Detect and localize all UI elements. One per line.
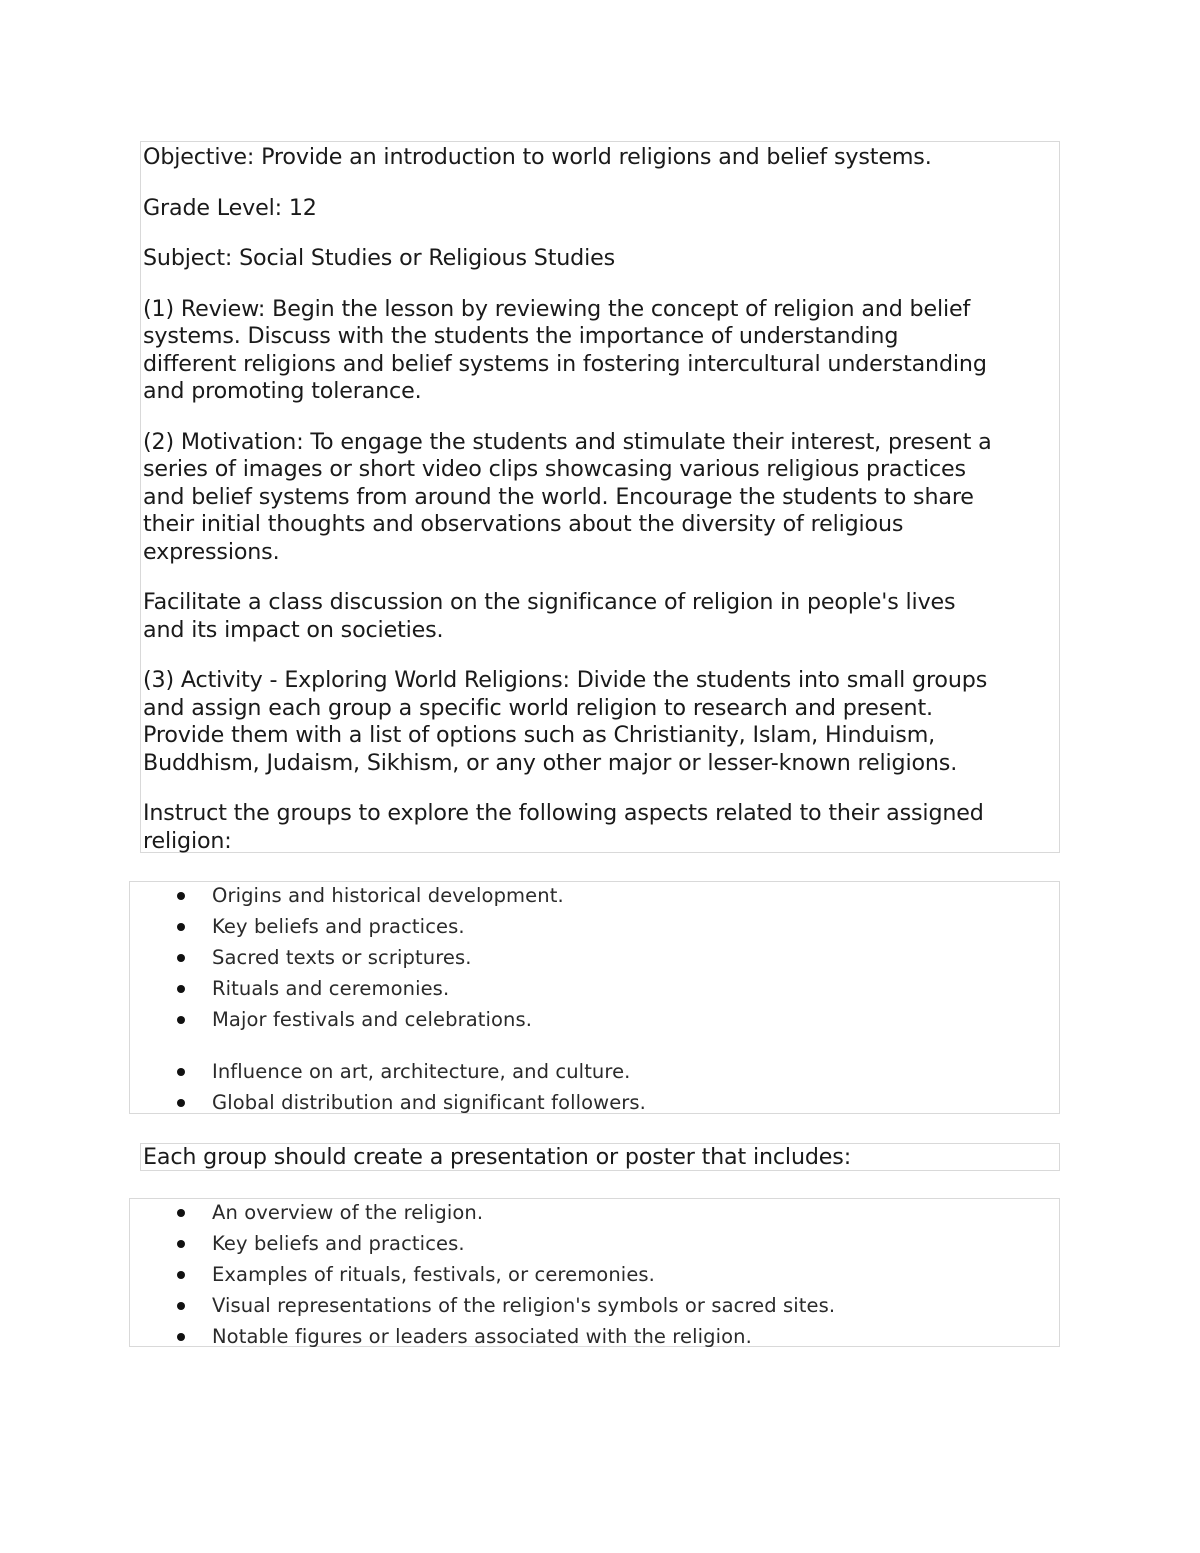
list-item-text: Major festivals and celebrations. [212, 1008, 533, 1031]
motivation-paragraph: (2) Motivation: To engage the students and stimulate their interest, present a series of images or short video clips showcasing various religious practices and belief systems from around the world. Encourage the students to share their initial thoughts and observations about the diversity of religious expressions. [143, 428, 992, 565]
list-item [130, 1004, 1059, 1035]
list-item-text: Visual representations of the religion's symbols or sacred sites. [212, 1294, 836, 1317]
grade-level-paragraph: Grade Level: 12 [143, 194, 317, 221]
list-item [130, 1087, 1059, 1118]
list-item-text: Examples of rituals, festivals, or ceremonies. [212, 1263, 655, 1286]
list-item [130, 1321, 1059, 1352]
review-paragraph: (1) Review: Begin the lesson by reviewing the concept of religion and belief systems. Discuss with the students the importance of understanding different religions and belief systems in fostering intercultural understanding and promoting tolerance. [143, 295, 987, 404]
bullet-icon [177, 1016, 185, 1024]
list-item [130, 1228, 1059, 1259]
list-item [130, 880, 1059, 911]
aspects-list-box [129, 881, 1060, 1114]
bullet-icon [177, 1333, 185, 1341]
bullet-icon [177, 1209, 185, 1217]
bullet-icon [177, 1240, 185, 1248]
list-item-text: Global distribution and significant followers. [212, 1091, 646, 1114]
list-item [130, 942, 1059, 973]
list-item-text: Key beliefs and practices. [212, 1232, 465, 1255]
activity-paragraph: (3) Activity - Exploring World Religions: Divide the students into small groups and assign each group a specific world religion to research and present. Provide them with a list of options such as Christianity, Islam, Hinduism, Buddhism, Judaism, Sikhism, or any other major or lesser-known religions. [143, 667, 988, 776]
lesson-text-box [140, 141, 1060, 853]
list-item [130, 911, 1059, 942]
list-item [130, 973, 1059, 1004]
presentation-heading-box [140, 1143, 1060, 1171]
presentation-list-box [129, 1198, 1060, 1347]
bullet-icon [177, 923, 185, 931]
list-item-text: Sacred texts or scriptures. [212, 946, 472, 969]
list-item-text: Key beliefs and practices. [212, 915, 465, 938]
list-item [130, 1290, 1059, 1321]
list-item-text: An overview of the religion. [212, 1201, 484, 1224]
presentation-heading: Each group should create a presentation or poster that includes: [143, 1144, 852, 1170]
bullet-icon [177, 954, 185, 962]
list-item-text: Rituals and ceremonies. [212, 977, 450, 1000]
subject-paragraph: Subject: Social Studies or Religious Studies [143, 245, 616, 271]
list-item [130, 1056, 1059, 1087]
bullet-icon [177, 1099, 185, 1107]
list-item-text: Origins and historical development. [212, 884, 564, 907]
bullet-icon [177, 1068, 185, 1076]
objective-paragraph: Objective: Provide an introduction to world religions and belief systems. [143, 144, 932, 170]
aspects-list [130, 880, 1059, 1118]
presentation-list [130, 1197, 1059, 1352]
list-item-text: Influence on art, architecture, and culture. [212, 1060, 631, 1083]
bullet-icon [177, 1302, 185, 1310]
bullet-icon [177, 892, 185, 900]
discussion-paragraph: Facilitate a class discussion on the significance of religion in people's lives and its impact on societies. [143, 589, 956, 643]
bullet-icon [177, 985, 185, 993]
bullet-icon [177, 1271, 185, 1279]
instruct-paragraph: Instruct the groups to explore the following aspects related to their assigned religion: [143, 800, 984, 854]
list-item-text: Notable figures or leaders associated with the religion. [212, 1325, 752, 1348]
list-item [130, 1259, 1059, 1290]
list-item [130, 1197, 1059, 1228]
